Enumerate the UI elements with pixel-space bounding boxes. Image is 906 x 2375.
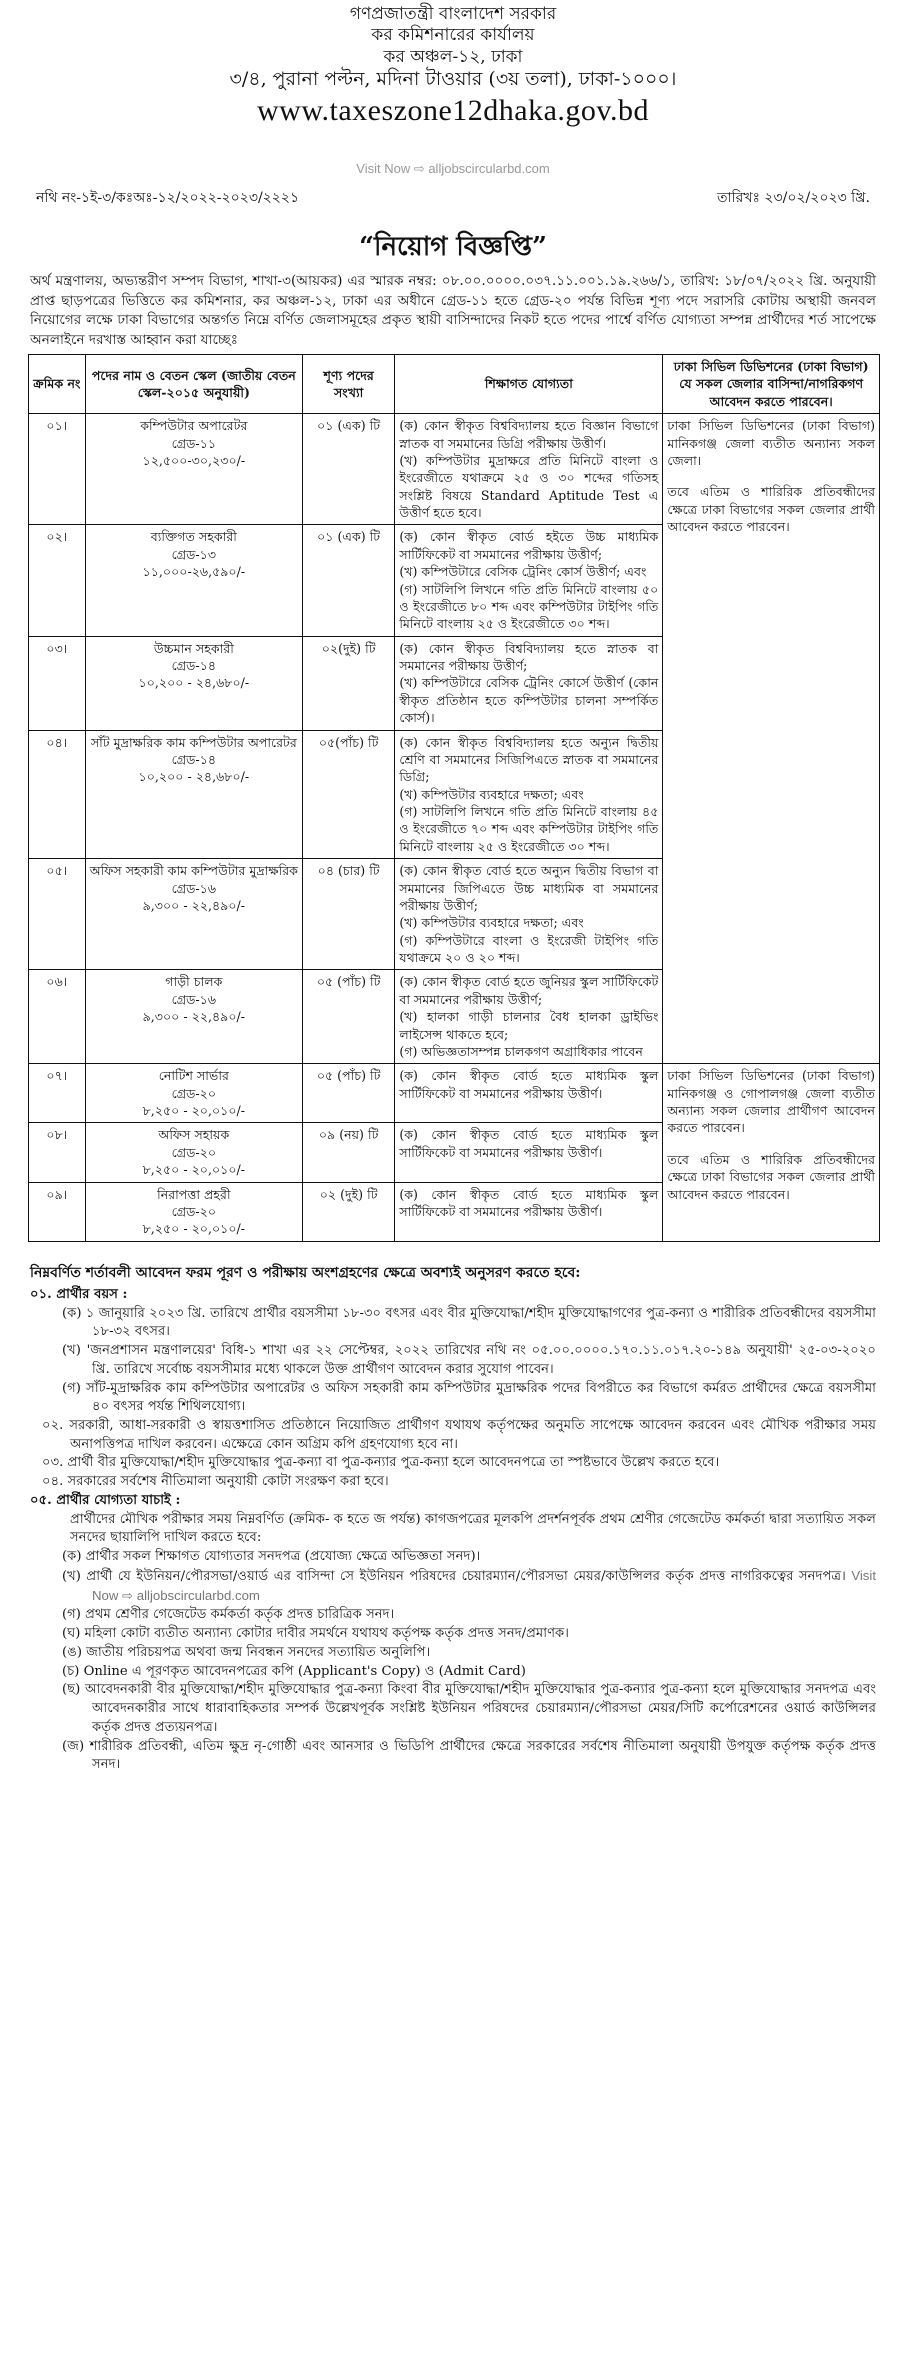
post-grade: গ্রেড-১৩	[171, 546, 217, 562]
table-header-row	[29, 355, 880, 414]
document-c: (গ) প্রথম শ্রেণীর গেজেটেড কর্মকর্তা কর্তৃক প্রদত্ত চারিত্রিক সনদ।	[62, 1607, 395, 1623]
post-name: নিরাপত্তা প্রহরী	[157, 1186, 231, 1202]
post-grade: গ্রেড-২০	[171, 1144, 217, 1160]
vacancy-table	[28, 354, 880, 1242]
row-post	[85, 970, 302, 1064]
post-scale: ৮,২৫০ - ২০,০১০/-	[142, 1162, 246, 1178]
domicile-text: ঢাকা সিভিল ডিভিশনের (ঢাকা বিভাগ) মানিকগঞ্জ ও গোপালগঞ্জ জেলা ব্যতীত অন্যান্য সকল জেলার প্রার্থীগণ আবেদন করতে পারবেন।	[667, 1068, 875, 1136]
letterhead	[0, 4, 906, 129]
education-item: (ক) কোন স্বীকৃত বিশ্ববিদ্যালয় হতে অন্যুন দ্বিতীয় শ্রেণি বা সমমানের সিজিপিএতে স্নাতক বা সমমানের ডিগ্রি;	[399, 734, 659, 785]
domicile-exception: তবে এতিম ও শারিরিক প্রতিবন্ধীদের ক্ষেত্রে ঢাকা বিভাগের সকল জেলার প্রার্থী আবেদন করতে পারবেন।	[667, 1151, 875, 1202]
office-address: ৩/৪, পুরানা পল্টন, মদিনা টাওয়ার (৩য় তলা), ঢাকা-১০০০।	[229, 67, 677, 90]
post-grade: গ্রেড-২০	[171, 1085, 217, 1101]
condition-3: ০৩. প্রার্থী বীর মুক্তিযোদ্ধা/শহীদ মুক্তিযোদ্ধার পুত্র-কন্যা বা পুত্র-কন্যার পুত্র-কন্যা হলে আবেদনপত্রে তা স্পষ্টভাবে উল্লেখ করতে হবে।	[42, 1455, 720, 1471]
education-item: (খ) কম্পিউটার ব্যবহারে দক্ষতা; এবং	[399, 786, 584, 802]
post-name: গাড়ী চালক	[165, 974, 223, 990]
row-vacancy: ০৫(পাঁচ) টি	[302, 730, 394, 859]
post-scale: ৯,৩০০ - ২২,৪৯০/-	[142, 1009, 246, 1025]
eligibility-intro: প্রার্থীদের মৌখিক পরীক্ষার সময় নিম্নবর্ণিত (ক্রমিক- ক হতে জ পর্যন্ত) কাগজপত্রের মূলকপি প্রদর্শনপূর্বক প্রথম শ্রেণীর গেজেটেড কর্মকর্তা দ্বারা সত্যায়িত সকল সনদের ছায়ালিপি দাখিল করতে হবে:	[70, 1511, 876, 1546]
education-item: (ক) কোন স্বীকৃত বিশ্ববিদ্যালয় হতে বিজ্ঞান বিভাগে স্নাতক বা সমমানের ডিগ্রি পরীক্ষায় উত্তীর্ণ।	[399, 418, 659, 451]
watermark-top: Visit Now ⇨ alljobscircularbd.com	[356, 161, 550, 176]
conditions-section	[30, 1264, 876, 1775]
row-education	[395, 1182, 663, 1241]
education-item: (ক) কোন স্বীকৃত বোর্ড হতে মাধ্যমিক স্কুল সার্টিফিকেট বা সমমানের পরীক্ষায় উত্তীর্ণ।	[399, 1127, 659, 1160]
post-scale: ১০,২০০ - ২৪,৬৮০/-	[138, 675, 250, 691]
education-item: (ক) কোন স্বীকৃত বোর্ড হতে অন্যুন দ্বিতীয় বিভাগ বা সমমানের জিপিএতে উচ্চ মাধ্যমিক বা সমমানের পরীক্ষায় উত্তীর্ণ;	[399, 863, 659, 913]
document-h: (জ) শারীরিক প্রতিবন্ধী, এতিম ক্ষুদ্র নৃ-গোষ্ঠী এবং আনসার ও ভিডিপি প্রার্থীদের ক্ষেত্রে সরকারের সর্বশেষ নীতিমালা অনুযায়ী উপযুক্ত কর্তৃপক্ষ কর্তৃক প্রদত্ত সনদ।	[62, 1738, 876, 1773]
post-name: সাঁট মুদ্রাক্ষরিক কাম কম্পিউটার অপারেটর	[90, 734, 297, 750]
education-item: (গ) কম্পিউটারে বাংলা ও ইংরেজী টাইপিং গতি যথাক্রমে ২০ ও ২০ শব্দ।	[399, 932, 659, 965]
row-vacancy: ০২(দুই) টি	[302, 636, 394, 730]
education-item: (গ) সাটলিপি লিখনে গতি প্রতি মিনিটে বাংলায় ৫০ ও ইংরেজীতে ৮০ শব্দ এবং কম্পিউটার টাইপিং গতি মিনিটে বাংলায় ২৫ ও ইংরেজীতে ৩০ শব্দ।	[399, 581, 659, 632]
conditions-heading: নিম্নবর্ণিত শর্তাবলী আবেদন ফরম পূরণ ও পরীক্ষায় অংশগ্রহণের ক্ষেত্রে অবশ্যই অনুসরণ করতে হবে:	[30, 1265, 581, 1281]
row-vacancy: ০৫ (পাঁচ) টি	[302, 970, 394, 1064]
row-serial: ০২।	[29, 525, 86, 636]
document-d: (ঘ) মহিলা কোটা ব্যতীত অন্যান্য কোটার দাবীর সমর্থনে যথাযথ কর্তৃপক্ষ কর্তৃক প্রদত্ত সনদ/প্রমাণক।	[62, 1626, 569, 1642]
education-item: (ক) কোন স্বীকৃত বোর্ড হতে মাধ্যমিক স্কুল সার্টিফিকেট বা সমমানের পরীক্ষায় উত্তীর্ণ।	[399, 1186, 659, 1219]
education-item: (ক) কোন স্বীকৃত বোর্ড হতে মাধ্যমিক স্কুল সার্টিফিকেট বা সমমানের পরীক্ষায় উত্তীর্ণ।	[399, 1068, 659, 1101]
post-grade: গ্রেড-২০	[171, 1203, 217, 1219]
document-g: (ছ) আবেদনকারী বীর মুক্তিযোদ্ধা/শহীদ মুক্তিযোদ্ধার পুত্র-কন্যা কিংবা বীর মুক্তিযোদ্ধা/শহীদ মুক্তিযোদ্ধার পুত্র-কন্যার পুত্র-কন্যা হলে মুক্তিযোদ্ধার সনদপত্র এবং আবেদনকারীর সাথে ধারাবাহিকতার সম্পর্ক উল্লেখপূর্বক সংশ্লিষ্ট ইউনিয়ন পরিষদের চেয়ারম্যান/পৌরসভা মেয়র/সিটি কর্পোরেশনের ওয়ার্ড কাউন্সিলর কর্তৃক প্রদত্ত প্রত্যয়নপত্র।	[62, 1682, 876, 1735]
row-education	[395, 859, 663, 970]
post-scale: ৮,২৫০ - ২০,০১০/-	[142, 1221, 246, 1237]
education-item: (ক) কোন স্বীকৃত বোর্ড হইতে উচ্চ মাধ্যমিক সার্টিফিকেট বা সমমানের পরীক্ষায় উত্তীর্ণ;	[399, 529, 659, 562]
document-b	[30, 1567, 876, 1606]
post-scale: ১২,৫০০-৩০,২৩০/-	[142, 452, 246, 468]
row-education	[395, 730, 663, 859]
row-vacancy: ০১ (এক) টি	[302, 414, 394, 525]
post-grade: গ্রেড-১৬	[171, 880, 217, 896]
row-serial: ০৬।	[29, 970, 86, 1064]
age-rule-b: (খ) 'জনপ্রশাসন মন্ত্রণালয়ের' বিধি-১ শাখা এর ২২ সেপ্টেম্বর, ২০২২ তারিখের নথি নং ০৫.০০.০০০০.১৭০.১১.০১৭.২০-১৪৯ অনুযায়ী' ২৫-০৩-২০২০ খ্রি. তারিখে সর্বোচ্চ বয়সসীমার মধ্যে থাকলে উক্ত প্রার্থীগণ আবেদন করার সুযোগ পাবেন।	[62, 1343, 876, 1377]
row-vacancy: ০৪ (চার) টি	[302, 859, 394, 970]
post-scale: ১১,০০০-২৬,৫৯০/-	[142, 564, 246, 580]
eligibility-title: ০৫. প্রার্থীর যোগ্যতা যাচাই :	[30, 1492, 181, 1508]
row-serial: ০৭।	[29, 1064, 86, 1123]
age-title: ০১. প্রার্থীর বয়স :	[30, 1286, 128, 1302]
education-item: (খ) কম্পিউটারে বেসিক ট্রেনিং কোর্স উত্তীর্ণ; এবং	[399, 564, 647, 580]
document-f: (চ) Online এ পূরণকৃত আবেদনপত্রের কপি (Applicant's Copy) ও (Admit Card)	[62, 1663, 526, 1679]
domicile-cell-2	[663, 1064, 880, 1241]
notice-title: “নিয়োগ বিজ্ঞপ্তি”	[359, 232, 547, 262]
post-scale: ৯,৩০০ - ২২,৪৯০/-	[142, 897, 246, 913]
row-post	[85, 414, 302, 525]
post-scale: ৮,২৫০ - ২০,০১০/-	[142, 1103, 246, 1118]
row-education	[395, 1064, 663, 1123]
memo-date: তারিখঃ ২৩/০২/২০২৩ খ্রি.	[717, 190, 870, 206]
row-post	[85, 730, 302, 859]
post-grade: গ্রেড-১৪	[171, 658, 217, 673]
row-education	[395, 970, 663, 1064]
row-vacancy: ০৫ (পাঁচ) টি	[302, 1064, 394, 1123]
row-post	[85, 525, 302, 636]
document-e: (ঙ) জাতীয় পরিচয়পত্র অথবা জন্ম নিবন্ধন সনদের সত্যায়িত অনুলিপি।	[62, 1644, 431, 1660]
education-item: (খ) কম্পিউটারে বেসিক ট্রেনিং কোর্সে উত্তীর্ণ (কোন স্বীকৃত প্রতিষ্ঠান হতে কম্পিউটার চালনা সম্পর্কিত কোর্স)।	[399, 675, 659, 726]
table-row	[29, 414, 880, 525]
post-name: নোটিশ সার্ভার	[158, 1068, 229, 1084]
post-grade: গ্রেড-১১	[171, 435, 217, 451]
memo-line	[36, 186, 870, 210]
row-serial: ০১।	[29, 414, 86, 525]
table-row	[29, 1064, 880, 1123]
office-name: কর কমিশনারের কার্যালয়	[371, 25, 535, 46]
post-name: অফিস সহকারী কাম কম্পিউটার মুদ্রাক্ষরিক	[89, 863, 298, 879]
domicile-cell-1	[663, 414, 880, 1064]
domicile-exception: তবে এতিম ও শারিরিক প্রতিবন্ধীদের ক্ষেত্রে ঢাকা বিভাগের সকল জেলার প্রার্থী আবেদন করতে পারবেন।	[667, 484, 875, 534]
post-name: অফিস সহায়ক	[158, 1127, 230, 1143]
intro-paragraph: অর্থ মন্ত্রণালয়, অভ্যন্তরীণ সম্পদ বিভাগ, শাখা-৩(আয়কর) এর স্মারক নম্বর: ০৮.০০.০০০০.০৩৭.১১.০০১.১৯.২৬৬/১, তারিখ: ১৮/০৭/২০২২ খ্রি. অনুযায়ী প্রাপ্ত ছাড়পত্রের ভিত্তিতে কর কমিশনার, কর অঞ্চল-১২, ঢাকা এর অধীনে গ্রেড-১১ হতে গ্রেড-২০ পর্যন্ত বিভিন্ন শূণ্য পদে সরাসরি কোটায় অস্থায়ী জনবল নিয়োগের লক্ষে ঢাকা বিভাগের অন্তর্গত নিম্নে বর্ণিত জেলাসমূহের প্রকৃত স্থায়ী বাসিন্দাদের নিকট হতে পদের পার্শ্বে বর্ণিত যোগ্যতা সম্পন্ন প্রার্থীদের শর্ত সাপেক্ষে অনলাইনে দরখাস্ত আহ্বান করা যাচ্ছেঃ	[30, 273, 876, 349]
row-post	[85, 859, 302, 970]
row-serial: ০৮।	[29, 1123, 86, 1182]
row-education	[395, 1123, 663, 1182]
post-name: উচ্চমান সহকারী	[153, 640, 234, 656]
row-vacancy: ০১ (এক) টি	[302, 525, 394, 636]
row-education	[395, 636, 663, 730]
row-post	[85, 1182, 302, 1241]
government-name: গণপ্রজাতন্ত্রী বাংলাদেশ সরকার	[349, 4, 557, 24]
website-url[interactable]: www.taxeszone12dhaka.gov.bd	[256, 93, 649, 127]
zone-name: কর অঞ্চল-১২, ঢাকা	[383, 46, 523, 67]
education-item: (খ) কম্পিউটার ব্যবহারে দক্ষতা; এবং	[399, 915, 584, 931]
header-post: পদের নাম ও বেতন স্কেল (জাতীয় বেতন স্কেল-২০১৫ অনুযায়ী)	[85, 355, 302, 414]
watermark-inline: Visit Now ⇨ alljobscircularbd.com	[92, 1567, 876, 1603]
age-rule-c: (গ) সাঁট-মুদ্রাক্ষরিক কাম কম্পিউটার অপারেটর ও অফিস সহকারী কাম কম্পিউটার মুদ্রাক্ষরিক পদের বিপরীতে কর বিভাগে কর্মরত প্রার্থীদের ক্ষেত্রে বয়সসীমা ৪০ বৎসর পর্যন্ত শিথিলযোগ্য।	[62, 1380, 876, 1415]
post-grade: গ্রেড-১৪	[171, 751, 217, 767]
header-education: শিক্ষাগত যোগ্যতা	[395, 355, 663, 414]
age-rule-a: (ক) ১ জানুয়ারি ২০২৩ খ্রি. তারিখে প্রার্থীর বয়সসীমা ১৮-৩০ বৎসর এবং বীর মুক্তিযোদ্ধা/শহীদ মুক্তিযোদ্ধাগণের পুত্র-কন্যা ও শারীরিক প্রতিবন্ধীদের বয়সসীমা ১৮-৩২ বৎসর।	[62, 1305, 876, 1340]
memo-number: নথি নং-১ই-৩/কঃঅঃ-১২/২০২২-২০২৩/২২২১	[36, 190, 300, 206]
row-serial: ০৯।	[29, 1182, 86, 1241]
condition-2: ০২. সরকারী, আধা-সরকারী ও স্বায়ত্তশাসিত প্রতিষ্ঠানে নিয়োজিত প্রার্থীগণ যথাযথ কর্তৃপক্ষের অনুমতি সাপেক্ষে আবেদন করবেন এবং মৌখিক পরীক্ষার সময় অনাপত্তিপত্র দাখিল করবেন। এক্ষেত্রে কোন অগ্রিম কপি গ্রহণযোগ্য হবে না।	[42, 1418, 876, 1452]
document-a: (ক) প্রার্থীর সকল শিক্ষাগত যোগ্যতার সনদপত্র (প্রযোজ্য ক্ষেত্রে অভিজ্ঞতা সনদ)।	[62, 1549, 481, 1565]
header-vacancy: শূণ্য পদের সংখ্যা	[302, 355, 394, 414]
document-b-text: (খ) প্রার্থী যে ইউনিয়ন/পৌরসভা/ওয়ার্ড এর বাসিন্দা সে ইউনিয়ন পরিষদের চেয়ারম্যান/পৌরসভা মেয়র/কাউন্সিলর কর্তৃক প্রদত্ত নাগরিকত্বের সনদপত্র।	[62, 1568, 846, 1584]
row-vacancy: ০২ (দুই) টি	[302, 1182, 394, 1241]
row-vacancy: ০৯ (নয়) টি	[302, 1123, 394, 1182]
education-item: (খ) হালকা গাড়ী চালনার বৈধ হালকা ড্রাইভিং লাইসেন্স থাকতে হবে;	[399, 1009, 659, 1042]
row-post	[85, 636, 302, 730]
post-grade: গ্রেড-১৬	[171, 991, 217, 1007]
row-serial: ০৫।	[29, 859, 86, 970]
domicile-text: ঢাকা সিভিল ডিভিশনের (ঢাকা বিভাগ) মানিকগঞ্জ জেলা ব্যতীত অন্যান্য সকল জেলা।	[667, 418, 875, 468]
post-name: ব্যক্তিগত সহকারী	[150, 529, 237, 545]
post-scale: ১০,২০০ - ২৪,৬৮০/-	[138, 769, 250, 785]
header-domicile: ঢাকা সিভিল ডিভিশনের (ঢাকা বিভাগ) যে সকল জেলার বাসিন্দা/নাগরিকগণ আবেদন করতে পারবেন।	[663, 355, 880, 414]
row-education	[395, 525, 663, 636]
education-item: (গ) অভিজ্ঞতাসম্পন্ন চালকগণ অগ্রাধিকার পাবেন	[399, 1043, 643, 1059]
table-body	[29, 414, 880, 1242]
post-name: কম্পিউটার অপারেটর	[140, 418, 248, 434]
row-serial: ০৩।	[29, 636, 86, 730]
condition-4: ০৪. সরকারের সর্বশেষ নীতিমালা অনুযায়ী কোটা সংরক্ষণ করা হবে।	[42, 1474, 389, 1490]
row-post	[85, 1123, 302, 1182]
row-serial: ০৪।	[29, 730, 86, 859]
row-education	[395, 414, 663, 525]
education-item: (খ) কম্পিউটার মুদ্রাক্ষরে প্রতি মিনিটে বাংলা ও ইংরেজীতে যথাক্রমে ২৫ ও ৩০ শব্দের গতিসহ সংশ্লিষ্ট বিষয়ে Standard Aptitude Test এ উত্তীর্ণ হতে হবে।	[399, 452, 659, 520]
education-item: (ক) কোন স্বীকৃত বিশ্ববিদ্যালয় হতে স্নাতক বা সমমানের পরীক্ষায় উত্তীর্ণ;	[399, 640, 659, 673]
header-serial: ক্রমিক নং	[29, 355, 86, 414]
row-post	[85, 1064, 302, 1123]
education-item: (গ) সাটলিপি লিখনে গতি প্রতি মিনিটে বাংলায় ৪৫ ও ইংরেজীতে ৭০ শব্দ এবং কম্পিউটার টাইপিং গতি মিনিটে বাংলায় ২৫ ও ইংরেজীতে ৩০ শব্দ।	[399, 804, 659, 854]
education-item: (ক) কোন স্বীকৃত বোর্ড হতে জুনিয়র স্কুল সার্টিফিকেট বা সমমানের পরীক্ষায় উত্তীর্ণ;	[399, 974, 659, 1007]
